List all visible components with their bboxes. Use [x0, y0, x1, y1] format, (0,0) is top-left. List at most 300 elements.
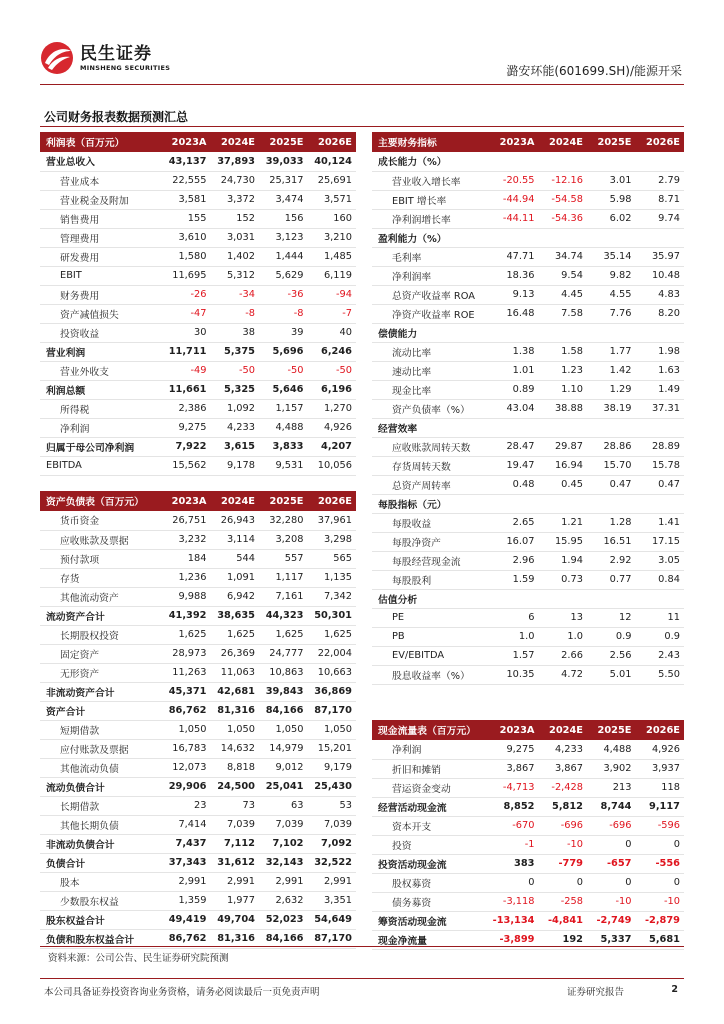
value-cell: 38 — [211, 323, 260, 342]
value-cell: 1.21 — [539, 513, 588, 532]
table-row — [40, 418, 356, 437]
table-row — [40, 625, 356, 644]
value-cell: 1,117 — [259, 568, 308, 587]
value-cell: 7.76 — [587, 304, 636, 323]
value-cell: 0.9 — [587, 627, 636, 646]
row-label: 筹资活动现金流 — [372, 911, 490, 930]
value-cell: 37,343 — [162, 853, 211, 872]
value-cell: 3,615 — [211, 437, 260, 456]
row-label: 负债和股东权益合计 — [40, 929, 162, 948]
row-label: 财务费用 — [40, 285, 162, 304]
value-cell — [587, 228, 636, 247]
value-cell: -47 — [162, 304, 211, 323]
value-cell: 63 — [259, 796, 308, 815]
value-cell: 0 — [587, 835, 636, 854]
value-cell: 14,632 — [211, 739, 260, 758]
value-cell: 9,178 — [211, 456, 260, 475]
year-header-cell: 2025E — [259, 491, 308, 511]
value-cell — [490, 228, 539, 247]
table-row — [40, 437, 356, 456]
value-cell: 47.71 — [490, 247, 539, 266]
year-header-cell: 2025E — [587, 132, 636, 152]
value-cell: 39,843 — [259, 682, 308, 701]
value-cell: 19.47 — [490, 456, 539, 475]
value-cell: 28.89 — [636, 437, 685, 456]
value-cell: -556 — [636, 854, 685, 873]
data-source-note: 资料来源：公司公告、民生证券研究院预测 — [48, 953, 229, 964]
value-cell: 4,233 — [539, 740, 588, 759]
income-statement-table — [40, 132, 356, 476]
value-cell: 12 — [587, 608, 636, 627]
value-cell — [539, 323, 588, 342]
table-title-cell: 主要财务指标 — [372, 132, 490, 152]
value-cell — [490, 152, 539, 171]
table-row — [40, 910, 356, 929]
row-label: 现金比率 — [372, 380, 490, 399]
table-row — [372, 740, 684, 759]
value-cell: 0.77 — [587, 570, 636, 589]
value-cell: 1.77 — [587, 342, 636, 361]
value-cell: 383 — [490, 854, 539, 873]
value-cell: 1,625 — [211, 625, 260, 644]
year-header-cell: 2023A — [162, 132, 211, 152]
table-row — [372, 532, 684, 551]
row-label: 成长能力（%） — [372, 152, 490, 171]
value-cell: 0 — [490, 873, 539, 892]
value-cell: -4,841 — [539, 911, 588, 930]
table-row — [372, 797, 684, 816]
value-cell: 1,625 — [259, 625, 308, 644]
row-label: 净资产收益率 ROE — [372, 304, 490, 323]
row-label: 经营效率 — [372, 418, 490, 437]
value-cell: 29.87 — [539, 437, 588, 456]
value-cell: -36 — [259, 285, 308, 304]
value-cell: 39 — [259, 323, 308, 342]
value-cell: 1.59 — [490, 570, 539, 589]
value-cell: 5,629 — [259, 266, 308, 285]
table-row — [40, 361, 356, 380]
value-cell: 1.0 — [539, 627, 588, 646]
value-cell: 5.98 — [587, 190, 636, 209]
row-label: 负债合计 — [40, 853, 162, 872]
row-label: 其他流动负债 — [40, 758, 162, 777]
value-cell: 1,091 — [211, 568, 260, 587]
value-cell: 1,050 — [259, 720, 308, 739]
row-label: 所得税 — [40, 399, 162, 418]
value-cell: 5.01 — [587, 665, 636, 684]
table-row — [372, 873, 684, 892]
value-cell: -779 — [539, 854, 588, 873]
table-header-row — [40, 491, 356, 511]
value-cell: 2.92 — [587, 551, 636, 570]
table-row — [372, 759, 684, 778]
row-label: 每股收益 — [372, 513, 490, 532]
value-cell: 152 — [211, 209, 260, 228]
row-label: 股本 — [40, 872, 162, 891]
row-label: 预付款项 — [40, 549, 162, 568]
value-cell: -10 — [636, 892, 685, 911]
year-header-cell: 2024E — [539, 132, 588, 152]
table-row — [372, 551, 684, 570]
table-row — [372, 171, 684, 190]
table-row — [372, 892, 684, 911]
value-cell: 3,902 — [587, 759, 636, 778]
row-label: 非流动资产合计 — [40, 682, 162, 701]
value-cell: 9.74 — [636, 209, 685, 228]
value-cell: 4,207 — [308, 437, 357, 456]
row-label: 流动资产合计 — [40, 606, 162, 625]
table-row — [40, 152, 356, 171]
row-label: 资产负债率（%） — [372, 399, 490, 418]
value-cell: -696 — [587, 816, 636, 835]
value-cell: 5,812 — [539, 797, 588, 816]
value-cell: 81,316 — [211, 929, 260, 948]
value-cell: 25,691 — [308, 171, 357, 190]
document-title: 潞安环能(601699.SH)/能源开采 — [506, 64, 682, 78]
row-label: 偿债能力 — [372, 323, 490, 342]
table-row — [372, 778, 684, 797]
value-cell: 2,991 — [162, 872, 211, 891]
value-cell: 86,762 — [162, 929, 211, 948]
table-row — [372, 589, 684, 608]
table-title-cell: 资产负债表（百万元） — [40, 491, 162, 511]
value-cell: 1.0 — [490, 627, 539, 646]
table-row — [40, 171, 356, 190]
row-label: 其他长期负债 — [40, 815, 162, 834]
value-cell: 38.19 — [587, 399, 636, 418]
value-cell: 1.98 — [636, 342, 685, 361]
value-cell: 6.02 — [587, 209, 636, 228]
value-cell: 7,039 — [259, 815, 308, 834]
row-label: 折旧和摊销 — [372, 759, 490, 778]
table-row — [40, 796, 356, 815]
value-cell: 44,323 — [259, 606, 308, 625]
table-row — [372, 456, 684, 475]
value-cell: 10.48 — [636, 266, 685, 285]
value-cell: 2,386 — [162, 399, 211, 418]
value-cell: -1 — [490, 835, 539, 854]
value-cell: 1,625 — [308, 625, 357, 644]
value-cell: 1.38 — [490, 342, 539, 361]
value-cell: 9,988 — [162, 587, 211, 606]
value-cell: 8,852 — [490, 797, 539, 816]
footer-disclaimer: 本公司具备证券投资咨询业务资格，请务必阅读最后一页免责声明 — [44, 987, 320, 998]
table-row — [40, 190, 356, 209]
table-row — [372, 266, 684, 285]
value-cell: 9,531 — [259, 456, 308, 475]
key-ratios-table — [372, 132, 684, 685]
value-cell: 1,625 — [162, 625, 211, 644]
value-cell: -13,134 — [490, 911, 539, 930]
value-cell: 2.65 — [490, 513, 539, 532]
table-row — [372, 513, 684, 532]
row-label: 少数股东权益 — [40, 891, 162, 910]
table-row — [40, 663, 356, 682]
value-cell: 43.04 — [490, 399, 539, 418]
table-row — [372, 304, 684, 323]
value-cell: 7,161 — [259, 587, 308, 606]
value-cell: 4,488 — [259, 418, 308, 437]
value-cell: 15.95 — [539, 532, 588, 551]
row-label: PB — [372, 627, 490, 646]
row-label: 盈利能力（%） — [372, 228, 490, 247]
value-cell: 9,275 — [162, 418, 211, 437]
year-header-cell: 2026E — [636, 720, 685, 740]
value-cell: 4.55 — [587, 285, 636, 304]
value-cell: 5,681 — [636, 930, 685, 949]
value-cell: 2.66 — [539, 646, 588, 665]
value-cell: 10,863 — [259, 663, 308, 682]
value-cell: -2,749 — [587, 911, 636, 930]
value-cell: -696 — [539, 816, 588, 835]
row-label: 总资产收益率 ROA — [372, 285, 490, 304]
value-cell: 53 — [308, 796, 357, 815]
table-row — [372, 380, 684, 399]
row-label: 长期借款 — [40, 796, 162, 815]
value-cell: 1,050 — [162, 720, 211, 739]
value-cell: -12.16 — [539, 171, 588, 190]
table-row — [40, 568, 356, 587]
value-cell: 11,695 — [162, 266, 211, 285]
table-row — [372, 399, 684, 418]
row-label: 营业收入增长率 — [372, 171, 490, 190]
row-label: 毛利率 — [372, 247, 490, 266]
value-cell: 8.20 — [636, 304, 685, 323]
value-cell: 9,179 — [308, 758, 357, 777]
value-cell: 1.29 — [587, 380, 636, 399]
value-cell: 11,063 — [211, 663, 260, 682]
value-cell: 5,325 — [211, 380, 260, 399]
value-cell: 2,991 — [308, 872, 357, 891]
value-cell: 28.86 — [587, 437, 636, 456]
value-cell: 45,371 — [162, 682, 211, 701]
row-label: 营业总收入 — [40, 152, 162, 171]
value-cell: 3,210 — [308, 228, 357, 247]
value-cell: -34 — [211, 285, 260, 304]
value-cell: 32,143 — [259, 853, 308, 872]
table-row — [40, 758, 356, 777]
table-row — [372, 247, 684, 266]
year-header-cell: 2023A — [162, 491, 211, 511]
value-cell: 1.58 — [539, 342, 588, 361]
value-cell: 3,610 — [162, 228, 211, 247]
row-label: 资本开支 — [372, 816, 490, 835]
value-cell: 1.23 — [539, 361, 588, 380]
value-cell: -8 — [259, 304, 308, 323]
row-label: 投资 — [372, 835, 490, 854]
value-cell: 6,196 — [308, 380, 357, 399]
row-label: 流动比率 — [372, 342, 490, 361]
value-cell: -54.58 — [539, 190, 588, 209]
row-label: 债务募资 — [372, 892, 490, 911]
value-cell: 4.72 — [539, 665, 588, 684]
value-cell: 3,232 — [162, 530, 211, 549]
value-cell: 3,208 — [259, 530, 308, 549]
value-cell: 0 — [636, 873, 685, 892]
year-header-cell: 2023A — [490, 132, 539, 152]
row-label: 净利润增长率 — [372, 209, 490, 228]
row-label: 存货周转天数 — [372, 456, 490, 475]
table-row — [372, 190, 684, 209]
value-cell — [587, 418, 636, 437]
value-cell: 22,004 — [308, 644, 357, 663]
value-cell: 40 — [308, 323, 357, 342]
row-label: 存货 — [40, 568, 162, 587]
value-cell: 23 — [162, 796, 211, 815]
table-row — [372, 854, 684, 873]
row-label: 其他流动资产 — [40, 587, 162, 606]
value-cell: 1.10 — [539, 380, 588, 399]
value-cell: 192 — [539, 930, 588, 949]
footer-report-type: 证券研究报告 — [566, 987, 624, 998]
value-cell — [636, 494, 685, 513]
value-cell: 18.36 — [490, 266, 539, 285]
year-header-cell: 2026E — [308, 491, 357, 511]
value-cell: 5,337 — [587, 930, 636, 949]
value-cell: -54.36 — [539, 209, 588, 228]
value-cell: 3.05 — [636, 551, 685, 570]
value-cell — [636, 418, 685, 437]
row-label: 股息收益率（%） — [372, 665, 490, 684]
row-label: 研发费用 — [40, 247, 162, 266]
row-label: 每股经营现金流 — [372, 551, 490, 570]
value-cell: 4.45 — [539, 285, 588, 304]
value-cell: 8,818 — [211, 758, 260, 777]
value-cell: 15,201 — [308, 739, 357, 758]
value-cell: 3,114 — [211, 530, 260, 549]
value-cell: 2.79 — [636, 171, 685, 190]
table-row — [40, 872, 356, 891]
value-cell: 1,977 — [211, 891, 260, 910]
value-cell: 2.56 — [587, 646, 636, 665]
year-header-cell: 2024E — [211, 132, 260, 152]
value-cell: 40,124 — [308, 152, 357, 171]
section-divider — [40, 126, 684, 127]
value-cell: 34.74 — [539, 247, 588, 266]
table-row — [40, 682, 356, 701]
value-cell: 3,833 — [259, 437, 308, 456]
table-row — [40, 606, 356, 625]
value-cell: 557 — [259, 549, 308, 568]
value-cell: 38,635 — [211, 606, 260, 625]
value-cell: 16.51 — [587, 532, 636, 551]
value-cell: 16.48 — [490, 304, 539, 323]
value-cell: 0.84 — [636, 570, 685, 589]
value-cell: -3,899 — [490, 930, 539, 949]
page-number: 2 — [671, 984, 678, 995]
value-cell: 5,696 — [259, 342, 308, 361]
value-cell: 0 — [636, 835, 685, 854]
value-cell: -2,879 — [636, 911, 685, 930]
table-row — [40, 285, 356, 304]
value-cell: 8,744 — [587, 797, 636, 816]
value-cell: -44.94 — [490, 190, 539, 209]
value-cell: -10 — [539, 835, 588, 854]
row-label: 货币资金 — [40, 511, 162, 530]
table-row — [372, 646, 684, 665]
value-cell — [490, 418, 539, 437]
value-cell: 28.47 — [490, 437, 539, 456]
row-label: 短期借款 — [40, 720, 162, 739]
value-cell: 0 — [539, 873, 588, 892]
value-cell: 2,991 — [211, 872, 260, 891]
value-cell: 1.42 — [587, 361, 636, 380]
value-cell: 1.57 — [490, 646, 539, 665]
row-label: 流动负债合计 — [40, 777, 162, 796]
table-header-row — [372, 132, 684, 152]
value-cell: 0.9 — [636, 627, 685, 646]
value-cell: 3,867 — [539, 759, 588, 778]
table-row — [40, 834, 356, 853]
value-cell: 10.35 — [490, 665, 539, 684]
value-cell: 3,581 — [162, 190, 211, 209]
value-cell: -20.55 — [490, 171, 539, 190]
table-header-row — [40, 132, 356, 152]
value-cell: 7,092 — [308, 834, 357, 853]
year-header-cell: 2026E — [308, 132, 357, 152]
value-cell: 39,033 — [259, 152, 308, 171]
value-cell: 42,681 — [211, 682, 260, 701]
value-cell: -26 — [162, 285, 211, 304]
value-cell: -8 — [211, 304, 260, 323]
value-cell: 2.96 — [490, 551, 539, 570]
value-cell: 11,263 — [162, 663, 211, 682]
year-header-cell: 2026E — [636, 132, 685, 152]
value-cell: 1.28 — [587, 513, 636, 532]
value-cell: 5,312 — [211, 266, 260, 285]
value-cell: 3.01 — [587, 171, 636, 190]
value-cell: 7,922 — [162, 437, 211, 456]
row-label: EV/EBITDA — [372, 646, 490, 665]
table-row — [40, 891, 356, 910]
row-label: 营业利润 — [40, 342, 162, 361]
value-cell: 0 — [587, 873, 636, 892]
value-cell: 32,280 — [259, 511, 308, 530]
table-row — [372, 627, 684, 646]
value-cell: 37.31 — [636, 399, 685, 418]
row-label: 长期股权投资 — [40, 625, 162, 644]
value-cell: 0.47 — [636, 475, 685, 494]
value-cell: 24,500 — [211, 777, 260, 796]
value-cell: 3,571 — [308, 190, 357, 209]
table-row — [40, 399, 356, 418]
value-cell: 7,039 — [211, 815, 260, 834]
value-cell: 3,298 — [308, 530, 357, 549]
value-cell: 1.63 — [636, 361, 685, 380]
value-cell: 73 — [211, 796, 260, 815]
value-cell: 25,430 — [308, 777, 357, 796]
value-cell: 118 — [636, 778, 685, 797]
table-row — [40, 380, 356, 399]
value-cell: 155 — [162, 209, 211, 228]
value-cell: 9,117 — [636, 797, 685, 816]
value-cell: -596 — [636, 816, 685, 835]
value-cell: 36,869 — [308, 682, 357, 701]
value-cell: 15,562 — [162, 456, 211, 475]
row-label: 营业税金及附加 — [40, 190, 162, 209]
value-cell — [636, 228, 685, 247]
value-cell: 1,050 — [308, 720, 357, 739]
table-row — [372, 911, 684, 930]
value-cell: 7,342 — [308, 587, 357, 606]
year-header-cell: 2025E — [259, 132, 308, 152]
table-row — [40, 739, 356, 758]
row-label: 股东权益合计 — [40, 910, 162, 929]
value-cell: 13 — [539, 608, 588, 627]
value-cell: -4,713 — [490, 778, 539, 797]
value-cell: 5,375 — [211, 342, 260, 361]
value-cell: 11,661 — [162, 380, 211, 399]
